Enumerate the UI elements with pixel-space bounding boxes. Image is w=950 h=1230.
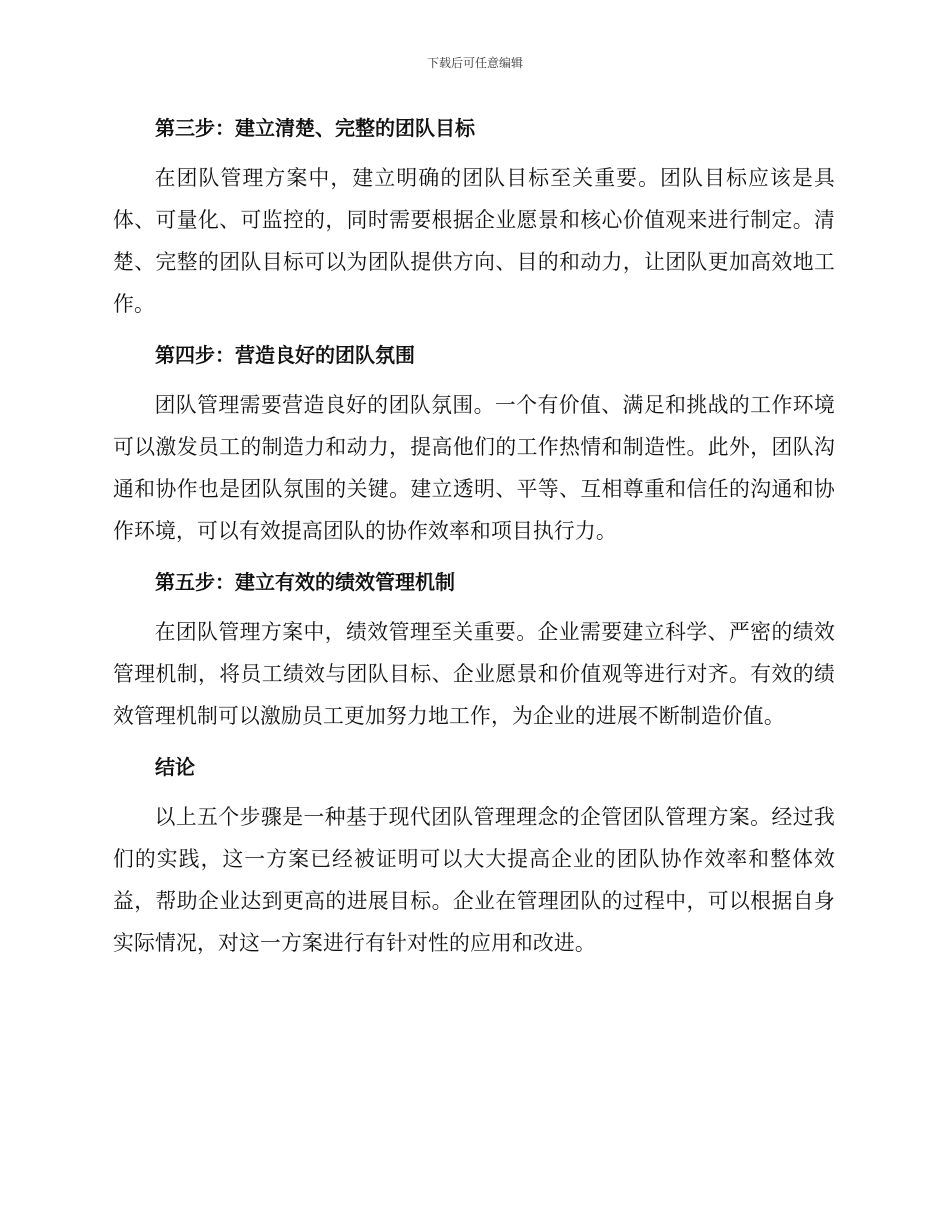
section-paragraph-step-five: 在团队管理方案中，绩效管理至关重要。企业需要建立科学、严密的绩效管理机制，将员工绩效与团队目标、企业愿景和价值观等进行对齐。有效的绩效管理机制可以激励员工更加努力地工作，为企业的进展不断制造价值。 xyxy=(113,620,835,728)
document-body xyxy=(113,108,835,974)
section-paragraph-conclusion: 以上五个步骤是一种基于现代团队管理理念的企管团队管理方案。经过我们的实践，这一方案已经被证明可以大大提高企业的团队协作效率和整体效益，帮助企业达到更高的进展目标。企业在管理团队的过程中，可以根据自身实际情况，对这一方案进行有针对性的应用和改进。 xyxy=(113,805,835,955)
section-heading-step-five: 第五步：建立有效的绩效管理机制 xyxy=(155,570,455,594)
section-paragraph-step-three: 在团队管理方案中，建立明确的团队目标至关重要。团队目标应该是具体、可量化、可监控的，同时需要根据企业愿景和核心价值观来进行制定。清楚、完整的团队目标可以为团队提供方向、目的和动力，让团队更加高效地工作。 xyxy=(113,166,835,316)
section-heading-step-four: 第四步：营造良好的团队氛围 xyxy=(155,343,415,367)
header-note: 下载后可任意编辑 xyxy=(426,56,523,70)
section-heading-conclusion: 结论 xyxy=(155,755,195,779)
section-heading-step-three: 第三步：建立清楚、完整的团队目标 xyxy=(155,116,475,140)
section-paragraph-step-four: 团队管理需要营造良好的团队氛围。一个有价值、满足和挑战的工作环境可以激发员工的制造力和动力，提高他们的工作热情和制造性。此外，团队沟通和协作也是团队氛围的关键。建立透明、平等、互相尊重和信任的沟通和协作环境，可以有效提高团队的协作效率和项目执行力。 xyxy=(113,393,835,543)
